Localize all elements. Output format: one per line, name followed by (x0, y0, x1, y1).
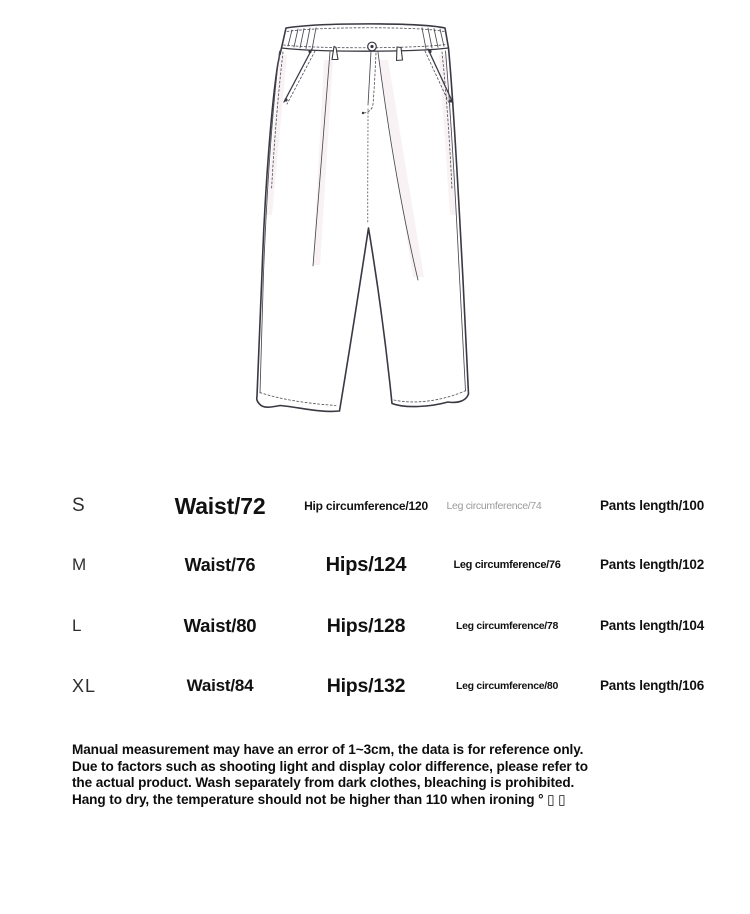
waist-value: Waist/72 (174, 493, 266, 519)
leg-value: Leg circumference/80 (456, 680, 558, 692)
size-label: M (72, 555, 87, 574)
hip-value: Hips/132 (326, 675, 406, 697)
pants-length-value: Pants length/104 (599, 618, 705, 633)
size-row-l (0, 612, 750, 640)
hip-value: Hips/128 (326, 615, 406, 637)
disclaimer-line: Manual measurement may have an error of 1~3cm, the data is for reference only. (72, 742, 584, 757)
leg-value: Leg circumference/74 (446, 500, 542, 512)
hip-value: Hip circumference/120 (304, 499, 428, 513)
pants-length-value: Pants length/100 (599, 498, 705, 513)
pocket-rivet (449, 99, 452, 102)
pocket-rivet (428, 50, 431, 53)
pants-flat-sketch-illustration (220, 15, 520, 435)
measurement-disclaimer (72, 742, 588, 808)
waist-value: Waist/80 (183, 615, 257, 636)
leg-value: Leg circumference/78 (456, 620, 558, 632)
size-label: L (72, 616, 82, 635)
leg-value: Leg circumference/76 (453, 559, 561, 571)
belt-loop-right (397, 47, 403, 61)
size-row-s (0, 492, 750, 520)
hip-value: Hips/124 (325, 554, 407, 576)
waist-value: Waist/76 (184, 555, 256, 575)
size-label: S (72, 495, 85, 516)
fly-bartack (362, 112, 364, 114)
pants-length-value: Pants length/106 (599, 678, 705, 693)
size-row-m (0, 551, 750, 579)
pocket-rivet (284, 98, 287, 101)
size-label: XL (72, 676, 97, 696)
disclaimer-line: Due to factors such as shooting light and display color difference, please refer to (72, 758, 588, 774)
disclaimer-line: the actual product. Wash separately from dark clothes, bleaching is prohibited. (72, 775, 575, 791)
pocket-rivet (308, 50, 311, 53)
size-row-xl (0, 672, 750, 700)
pants-length-value: Pants length/102 (599, 557, 705, 572)
disclaimer-line: Hang to dry, the temperature should not be higher than 110 when ironing ° ▯ ▯ (72, 791, 566, 807)
waist-button-icon (368, 42, 377, 51)
waist-value: Waist/84 (186, 676, 254, 695)
pants-silhouette (257, 24, 469, 412)
